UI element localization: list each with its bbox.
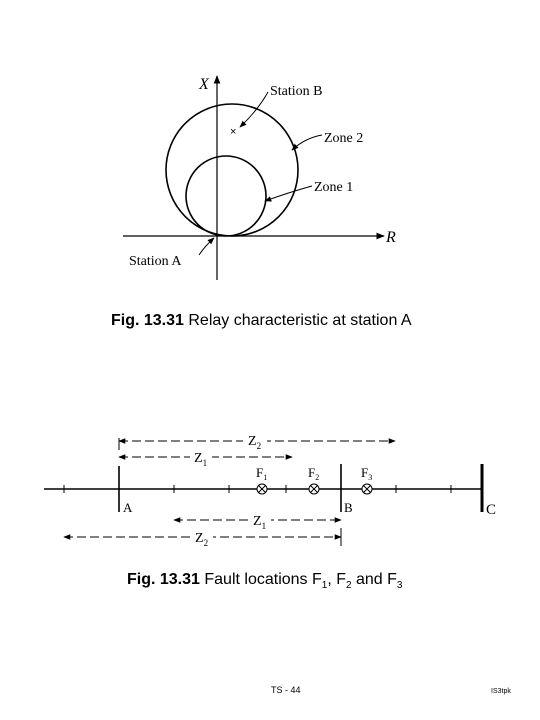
- fault-f2-label: $F_2$: [308, 465, 320, 482]
- figure-1-number: Fig. 13.31: [111, 312, 184, 329]
- fault-locations-diagram: [44, 432, 496, 591]
- fault-f1-label: $F_1$: [256, 465, 268, 482]
- r-axis-label: R: [386, 229, 396, 246]
- station-a-label: Station A: [129, 254, 182, 269]
- bus-c-label: C: [486, 502, 497, 518]
- station-a-leader: [199, 238, 214, 255]
- zone-1-label: Zone 1: [314, 180, 354, 195]
- z1-bottom-label: $Z_1$: [253, 514, 267, 531]
- z1-top-label: $Z_1$: [194, 451, 208, 468]
- zone-2-label: Zone 2: [324, 131, 364, 146]
- bus-b-label: B: [344, 500, 353, 515]
- x-axis-label: X: [199, 76, 209, 93]
- fault-f3-marker: [362, 484, 372, 494]
- figure-1-title: Relay characteristic at station A: [188, 312, 412, 329]
- fault-f2-marker: [309, 484, 319, 494]
- zone-2-circle: [166, 104, 298, 236]
- z2-bottom-label: $Z_2$: [195, 531, 209, 548]
- zone-2-leader: [292, 135, 322, 150]
- station-b-marker: ×: [230, 126, 237, 138]
- zone-1-circle: [186, 156, 266, 236]
- fault-f1-marker: [257, 484, 267, 494]
- page-number: TS - 44: [271, 685, 301, 695]
- figure-1-caption: [111, 312, 412, 329]
- bus-a-label: A: [123, 500, 133, 515]
- relay-characteristic-diagram: [111, 76, 412, 329]
- station-b-leader: [240, 92, 268, 127]
- figure-2-number: Fig. 13.31: [127, 571, 200, 588]
- figure-2-title: Fault locations F: [204, 571, 322, 588]
- z2-top-label: $Z_2$: [248, 434, 262, 451]
- figure-2-caption: Fig. 13.31 Fault locations $F_1$, $F_2$ and $F_3$: [127, 571, 403, 591]
- station-b-label: Station B: [270, 84, 323, 99]
- fault-f3-label: $F_3$: [361, 465, 373, 482]
- zone-1-leader: [265, 186, 312, 201]
- author-tag: IS3tpk: [491, 688, 511, 695]
